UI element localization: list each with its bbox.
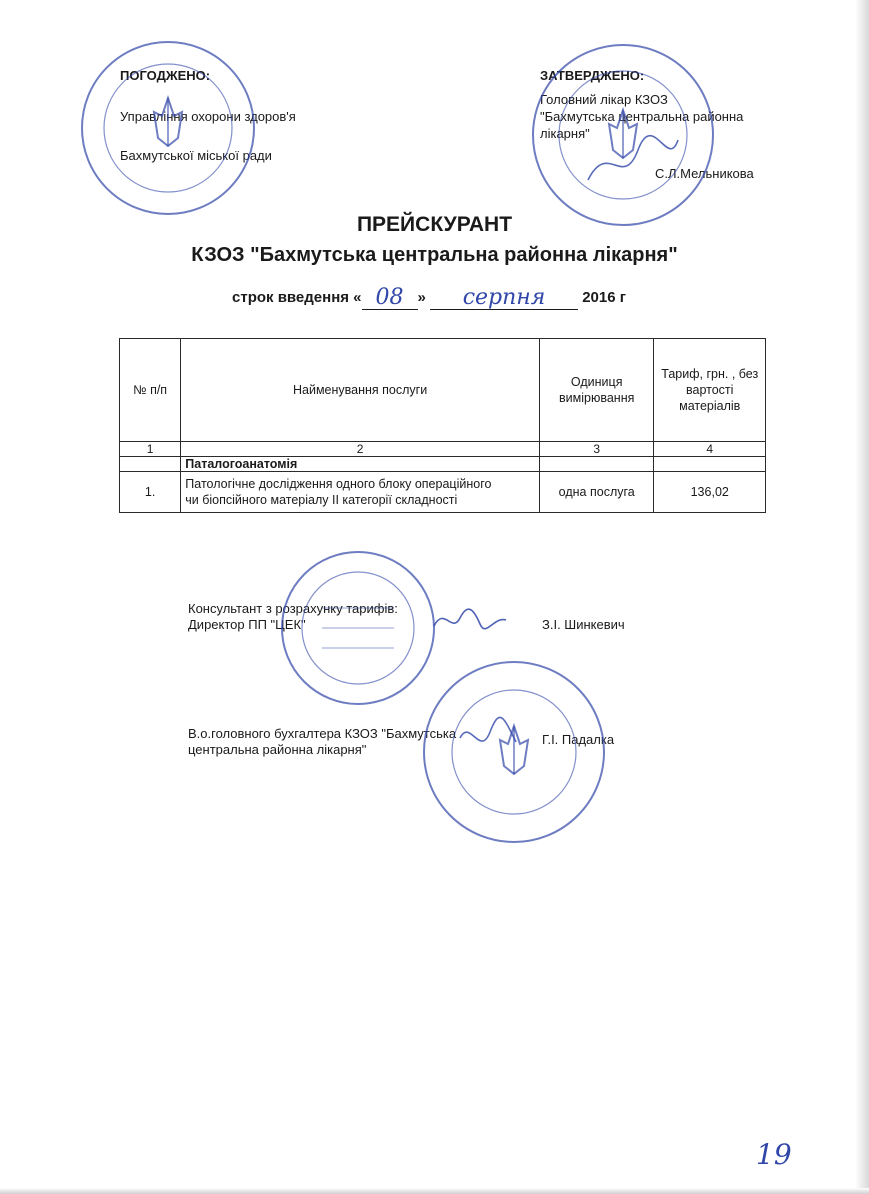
effective-date-prefix: строк введення « (232, 289, 362, 306)
column-number: 2 (181, 442, 540, 457)
consultant-signature (430, 600, 510, 640)
approval-left-line2: Бахмутської міської ради (120, 148, 272, 163)
header-tariff: Тариф, грн. , без вартості матеріалів (654, 339, 766, 442)
scan-edge-shadow (855, 0, 869, 1194)
approval-right-line1: Головний лікар КЗОЗ (540, 92, 668, 107)
approval-right-line2: "Бахмутська центральна районна (540, 109, 744, 124)
table-section-row (120, 457, 766, 472)
hospital-stamp-bottom (420, 658, 608, 846)
table-row (120, 472, 766, 513)
row-service-name-line1: Патологічне дослідження одного блоку операційного (185, 477, 492, 491)
approval-left-heading: ПОГОДЖЕНО: (120, 68, 211, 83)
row-tariff: 136,02 (654, 472, 766, 513)
page-number: 19 (756, 1138, 792, 1171)
row-unit: одна послуга (539, 472, 654, 513)
table-column-numbers-row (120, 442, 766, 457)
row-service-name-line2: чи біопсійного матеріалу ІІ категорії складності (185, 493, 458, 507)
column-number: 3 (539, 442, 654, 457)
column-number: 4 (654, 442, 766, 457)
approval-right-line3: лікарня" (540, 126, 590, 141)
hospital-stamp-top (528, 40, 718, 230)
approval-right-signer: С.Л.Мельникова (655, 166, 754, 181)
row-num: 1. (120, 472, 181, 513)
scan-bottom-shadow (0, 1188, 869, 1194)
header-unit: Одиниця вимірювання (539, 339, 654, 442)
page-title: ПРЕЙСКУРАНТ (356, 213, 513, 236)
consultant-name: З.І. Шинкевич (542, 617, 625, 632)
effective-date-mid: » (417, 289, 426, 306)
accountant-line2: центральна районна лікарня" (188, 742, 367, 757)
accountant-name: Г.І. Падалка (542, 732, 615, 747)
accountant-line1: В.о.головного бухгалтера КЗОЗ "Бахмутська (188, 726, 457, 741)
consultant-line2: Директор ПП "ЦЕК" (188, 617, 306, 632)
health-department-stamp (78, 38, 258, 218)
approval-left-line1: Управління охорони здоров'я (120, 109, 296, 124)
effective-date-day: 08 (375, 285, 404, 310)
effective-date-suffix: 2016 г (582, 289, 627, 306)
consultant-line1: Консультант з розрахунку тарифів: (188, 601, 398, 616)
effective-date-line (232, 287, 626, 308)
approval-right-heading: ЗАТВЕРДЖЕНО: (540, 68, 645, 83)
page-subtitle: КЗОЗ "Бахмутська центральна районна лікарня" (191, 244, 678, 266)
price-table (119, 338, 766, 513)
effective-date-month: серпня (462, 285, 546, 310)
header-service-name: Найменування послуги (181, 339, 540, 442)
header-num: № п/п (120, 339, 181, 442)
row-service-name (181, 472, 540, 513)
column-number: 1 (120, 442, 181, 457)
table-header-row (120, 339, 766, 442)
section-title: Паталогоанатомія (181, 457, 540, 472)
consulting-center-stamp (278, 548, 438, 708)
